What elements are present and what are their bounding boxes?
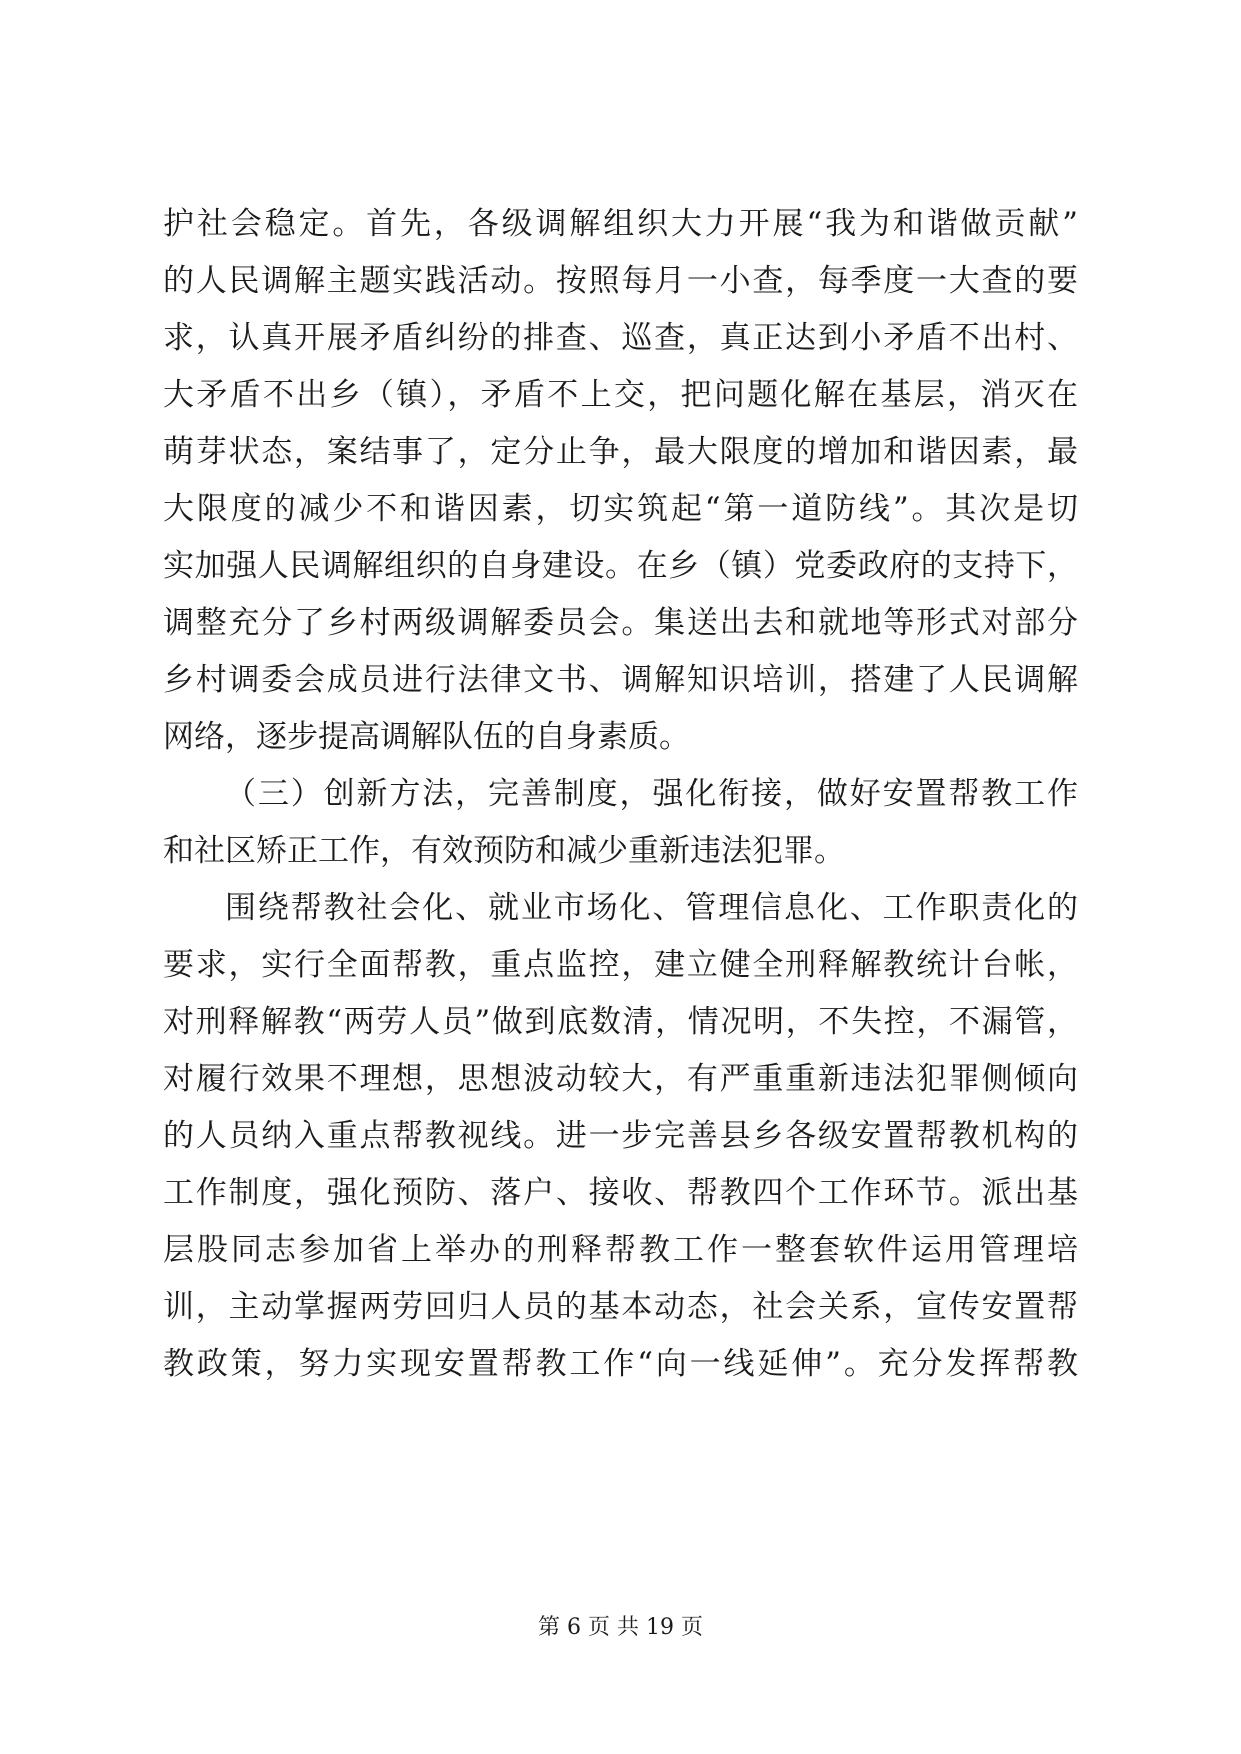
text-line: 的人民调解主题实践活动。按照每月一小查，每季度一大查的要 bbox=[163, 263, 1078, 299]
text-line: 萌芽状态，案结事了，定分止争，最大限度的增加和谐因素，最 bbox=[163, 434, 1078, 470]
text-line: 的人员纳入重点帮教视线。进一步完善县乡各级安置帮教机构的 bbox=[163, 1118, 1078, 1154]
text-line: 求，认真开展矛盾纠纷的排查、巡查，真正达到小矛盾不出村、 bbox=[163, 320, 1078, 356]
text-line: 乡村调委会成员进行法律文书、调解知识培训，搭建了人民调解 bbox=[163, 662, 1078, 698]
text-line: 护社会稳定。首先，各级调解组织大力开展“我为和谐做贡献” bbox=[163, 206, 1078, 242]
text-line: 层股同志参加省上举办的刑释帮教工作一整套软件运用管理培 bbox=[163, 1232, 1078, 1268]
section-heading-line: 和社区矫正工作，有效预防和减少重新违法犯罪。 bbox=[163, 833, 845, 869]
text-line: 围绕帮教社会化、就业市场化、管理信息化、工作职责化的 bbox=[225, 890, 1078, 926]
text-line: 工作制度，强化预防、落户、接收、帮教四个工作环节。派出基 bbox=[163, 1175, 1078, 1211]
text-line: 对履行效果不理想，思想波动较大，有严重重新违法犯罪侧倾向 bbox=[163, 1061, 1078, 1097]
text-line: 训，主动掌握两劳回归人员的基本动态，社会关系，宣传安置帮 bbox=[163, 1289, 1078, 1325]
text-line: 实加强人民调解组织的自身建设。在乡（镇）党委政府的支持下， bbox=[163, 548, 1078, 584]
text-line: 大限度的减少不和谐因素，切实筑起“第一道防线”。其次是切 bbox=[163, 491, 1078, 527]
section-heading-line: （三）创新方法，完善制度，强化衔接，做好安置帮教工作 bbox=[225, 776, 1078, 812]
body-text bbox=[163, 196, 1078, 1393]
text-line: 对刑释解教“两劳人员”做到底数清，情况明，不失控，不漏管， bbox=[163, 1004, 1078, 1040]
text-line: 要求，实行全面帮教，重点监控，建立健全刑释解教统计台帐， bbox=[163, 947, 1078, 983]
text-line: 教政策，努力实现安置帮教工作“向一线延伸”。充分发挥帮教 bbox=[163, 1346, 1078, 1382]
page-number-footer: 第 6 页 共 19 页 bbox=[538, 1615, 703, 1640]
text-line: 大矛盾不出乡（镇），矛盾不上交，把问题化解在基层，消灭在 bbox=[163, 377, 1078, 413]
text-line: 调整充分了乡村两级调解委员会。集送出去和就地等形式对部分 bbox=[163, 605, 1078, 641]
text-line: 网络，逐步提高调解队伍的自身素质。 bbox=[163, 719, 690, 755]
